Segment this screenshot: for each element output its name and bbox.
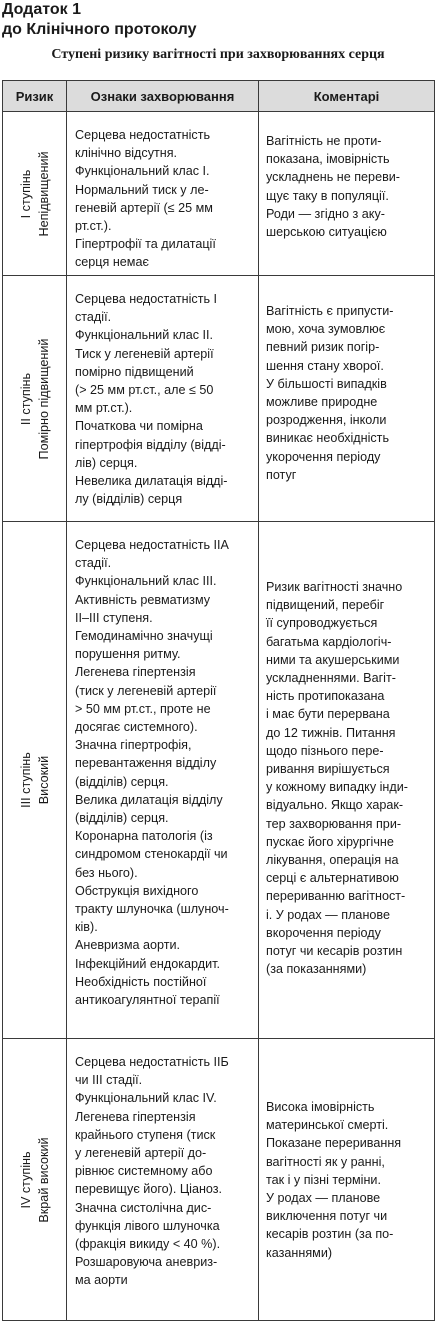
risk-description: Непідвищений bbox=[36, 150, 51, 237]
sign-line: антикоагулянтної терапії bbox=[75, 993, 220, 1008]
table-row bbox=[3, 1039, 435, 1321]
risk-degree: ІІ ступінь bbox=[18, 372, 33, 425]
sign-line: лу (відділів) серця bbox=[75, 492, 183, 507]
sign-line: Значна гіпертрофія, bbox=[75, 738, 192, 753]
sign-line: без нього). bbox=[75, 865, 138, 880]
risk-degree: ІІІ ступінь bbox=[18, 752, 33, 808]
sign-line: (відділів) серця. bbox=[75, 774, 169, 789]
sign-line: тракту шлуночка (шлуноч- bbox=[75, 902, 229, 917]
comment-line: лікування, операція на bbox=[266, 853, 399, 868]
comments-cell bbox=[259, 522, 435, 1039]
sign-line: Серцева недостатність І bbox=[75, 292, 218, 306]
sign-line: серця немає bbox=[75, 255, 149, 270]
comment-line: виключення потуг чи bbox=[266, 1209, 388, 1224]
comment-line: так і у пізні терміни. bbox=[266, 1172, 381, 1187]
disease-signs-cell bbox=[67, 522, 259, 1039]
comment-line: (за показаннями) bbox=[266, 962, 367, 977]
sign-line: стадії. bbox=[75, 310, 112, 325]
sign-line: ма аорти bbox=[75, 1273, 128, 1288]
comment-line: мою, хоча зумовлює bbox=[266, 322, 386, 337]
column-header-comments: Коментарі bbox=[259, 81, 435, 112]
sign-line: > 50 мм рт.ст., проте не bbox=[75, 701, 211, 716]
risk-table bbox=[2, 80, 435, 1321]
risk-level-label bbox=[17, 752, 53, 808]
sign-line: Необхідність постійної bbox=[75, 974, 207, 989]
sign-line: у легеневій артерії до- bbox=[75, 1146, 207, 1161]
comment-line: потуг чи кесарів розтин bbox=[266, 944, 403, 959]
comment-line: У більшості випадків bbox=[266, 376, 387, 391]
comment-line: ривання вирішується bbox=[266, 762, 390, 777]
sign-line: гіпертрофія відділу (відді- bbox=[75, 437, 226, 452]
comments-cell bbox=[259, 112, 435, 276]
sign-line: ків). bbox=[75, 920, 98, 935]
comment-line: серці є альтернативою bbox=[266, 871, 399, 886]
sign-line: Коронарна патологія (із bbox=[75, 829, 213, 844]
sign-line: Функціональний клас ІІ. bbox=[75, 328, 214, 343]
comment-line: до 12 тижнів. Питання bbox=[266, 725, 396, 740]
comment-line: шення стану хворої. bbox=[266, 358, 384, 373]
risk-description: Вкрай високий bbox=[36, 1136, 51, 1223]
comments-cell bbox=[259, 276, 435, 522]
sign-line: досягає системного). bbox=[75, 720, 198, 735]
risk-level-label bbox=[17, 1137, 53, 1222]
comment-line: Вагітність не проти- bbox=[266, 134, 382, 148]
comment-line: Ризик вагітності значно bbox=[266, 580, 403, 594]
comment-line: Показане переривання bbox=[266, 1136, 402, 1151]
sign-line: (фракція викиду < 40 %). bbox=[75, 1237, 221, 1252]
comment-line: ускладнень не переви- bbox=[266, 170, 400, 185]
risk-degree: І ступінь bbox=[18, 169, 33, 218]
comment-line: щує таку в популяції. bbox=[266, 188, 389, 203]
comment-line: вагітності як у ранні, bbox=[266, 1154, 385, 1169]
comment-line: вкорочення періоду bbox=[266, 925, 381, 940]
comment-line: розродження, інколи bbox=[266, 413, 387, 428]
comment-line: її супроводжується bbox=[266, 616, 378, 631]
comment-line: У родах — планове bbox=[266, 1191, 381, 1206]
risk-cell bbox=[3, 276, 67, 522]
sign-line: (відділів) серця. bbox=[75, 811, 169, 826]
table-row bbox=[3, 112, 435, 276]
sign-line: Значна систолічна дис- bbox=[75, 1200, 212, 1215]
sign-line: перевантаження відділу bbox=[75, 756, 217, 771]
disease-signs-cell bbox=[67, 1039, 259, 1321]
risk-cell bbox=[3, 112, 67, 276]
sign-line: синдромом стенокардії чи bbox=[75, 847, 228, 862]
comment-line: і. У родах — планове bbox=[266, 907, 390, 922]
table-row bbox=[3, 276, 435, 522]
comment-line: багатьма кардіологіч- bbox=[266, 634, 392, 649]
comment-line: Вагітність є припусти- bbox=[266, 304, 394, 318]
comment-line: потуг bbox=[266, 467, 297, 482]
sign-line: Гіпертрофії та дилатації bbox=[75, 237, 216, 252]
comment-line: материнської смерті. bbox=[266, 1118, 389, 1133]
sign-line: Серцева недостатність ІІБ bbox=[75, 1055, 229, 1069]
sign-line: Функціональний клас ІV. bbox=[75, 1091, 217, 1106]
table-row bbox=[3, 522, 435, 1039]
comment-line: ускладненнями. Вагіт- bbox=[266, 671, 396, 686]
comment-line: підвищений, перебіг bbox=[266, 598, 385, 613]
sign-line: рівнює системному або bbox=[75, 1164, 213, 1179]
sign-line: мм рт.ст.). bbox=[75, 401, 133, 416]
sign-line: порушення ритму. bbox=[75, 647, 181, 662]
sign-line: геневій артерії (≤ 25 мм bbox=[75, 200, 213, 215]
sign-line: Тиск у легеневій артерії bbox=[75, 346, 214, 361]
table-caption: Ступені ризику вагітності при захворюваннях серця bbox=[51, 47, 385, 62]
risk-cell bbox=[3, 1039, 67, 1321]
sign-line: Нормальний тиск у ле- bbox=[75, 182, 209, 197]
sign-line: Початкова чи помірна bbox=[75, 419, 203, 434]
disease-signs-cell bbox=[67, 276, 259, 522]
comment-line: перериванню вагітност- bbox=[266, 889, 406, 904]
sign-line: Розшаровуюча аневриз- bbox=[75, 1255, 218, 1270]
comment-line: щодо пізнього пере- bbox=[266, 743, 384, 758]
comment-line: пускає його хірургічне bbox=[266, 834, 394, 849]
comments-cell bbox=[259, 1039, 435, 1321]
disease-signs-cell bbox=[67, 112, 259, 276]
comment-line: і має бути перервана bbox=[266, 707, 390, 722]
risk-description: Помірно підвищений bbox=[36, 338, 51, 459]
appendix-subtitle: до Клінічного протоколу bbox=[2, 21, 197, 38]
comment-line: у кожному випадку інди- bbox=[266, 780, 408, 795]
sign-line: рт.ст.). bbox=[75, 219, 112, 234]
comment-line: шерською ситуацією bbox=[266, 225, 387, 240]
sign-line: Інфекційний ендокардит. bbox=[75, 956, 220, 971]
document-header bbox=[2, 0, 197, 40]
sign-line: Функціональний клас ІІІ. bbox=[75, 574, 217, 589]
sign-line: клінічно відсутня. bbox=[75, 146, 178, 161]
risk-cell bbox=[3, 522, 67, 1039]
comment-line: кесарів розтин (за по- bbox=[266, 1227, 394, 1242]
comment-line: можливе природне bbox=[266, 395, 378, 410]
sign-line: Легенева гіпертензія bbox=[75, 665, 196, 680]
comment-line: укорочення періоду bbox=[266, 449, 381, 464]
risk-level-label bbox=[17, 338, 53, 459]
sign-line: стадії. bbox=[75, 556, 112, 571]
column-header-risk: Ризик bbox=[3, 81, 67, 112]
table-header-row bbox=[3, 81, 435, 112]
comment-line: відуально. Якщо харак- bbox=[266, 798, 404, 813]
risk-degree: ІV ступінь bbox=[18, 1150, 33, 1209]
appendix-title: Додаток 1 bbox=[2, 1, 81, 18]
sign-line: Велика дилатація відділу bbox=[75, 792, 223, 807]
risk-description: Високий bbox=[36, 755, 51, 805]
sign-line: (тиск у легеневій артерії bbox=[75, 683, 217, 698]
sign-line: Легенева гіпертензія bbox=[75, 1109, 196, 1124]
comment-line: певний ризик погір- bbox=[266, 340, 380, 355]
sign-line: чи ІІІ стадії. bbox=[75, 1073, 143, 1088]
sign-line: помірно підвищений bbox=[75, 364, 194, 379]
sign-line: лів) серця. bbox=[75, 455, 138, 470]
column-header-signs: Ознаки захворювання bbox=[67, 81, 259, 112]
sign-line: Аневризма аорти. bbox=[75, 938, 181, 953]
sign-line: функція лівого шлуночка bbox=[75, 1218, 220, 1233]
sign-line: Функціональний клас І. bbox=[75, 164, 210, 179]
sign-line: Обструкція вихідного bbox=[75, 883, 199, 898]
comment-line: Висока імовірність bbox=[266, 1100, 375, 1114]
comment-line: виникає необхідність bbox=[266, 431, 390, 446]
risk-level-label bbox=[17, 151, 53, 236]
sign-line: Активність ревматизму bbox=[75, 592, 211, 607]
sign-line: перевищує його). Ціаноз. bbox=[75, 1182, 223, 1197]
sign-line: Серцева недостатність ІІА bbox=[75, 538, 229, 552]
sign-line: Невелика дилатація відді- bbox=[75, 474, 228, 489]
sign-line: (> 25 мм рт.ст., але ≤ 50 bbox=[75, 383, 214, 398]
comment-line: ними та акушерськими bbox=[266, 652, 400, 667]
sign-line: Серцева недостатність bbox=[75, 128, 211, 142]
comment-line: показана, імовірність bbox=[266, 152, 390, 167]
comment-line: казаннями) bbox=[266, 1245, 333, 1260]
comment-line: тер захворювання при- bbox=[266, 816, 402, 831]
comment-line: ність протипоказана bbox=[266, 689, 385, 704]
comment-line: Роди — згідно з аку- bbox=[266, 206, 385, 221]
sign-line: крайнього ступеня (тиск bbox=[75, 1127, 216, 1142]
sign-line: Гемодинамічно значущі bbox=[75, 629, 213, 644]
sign-line: ІІ–ІІІ ступеня. bbox=[75, 610, 153, 625]
